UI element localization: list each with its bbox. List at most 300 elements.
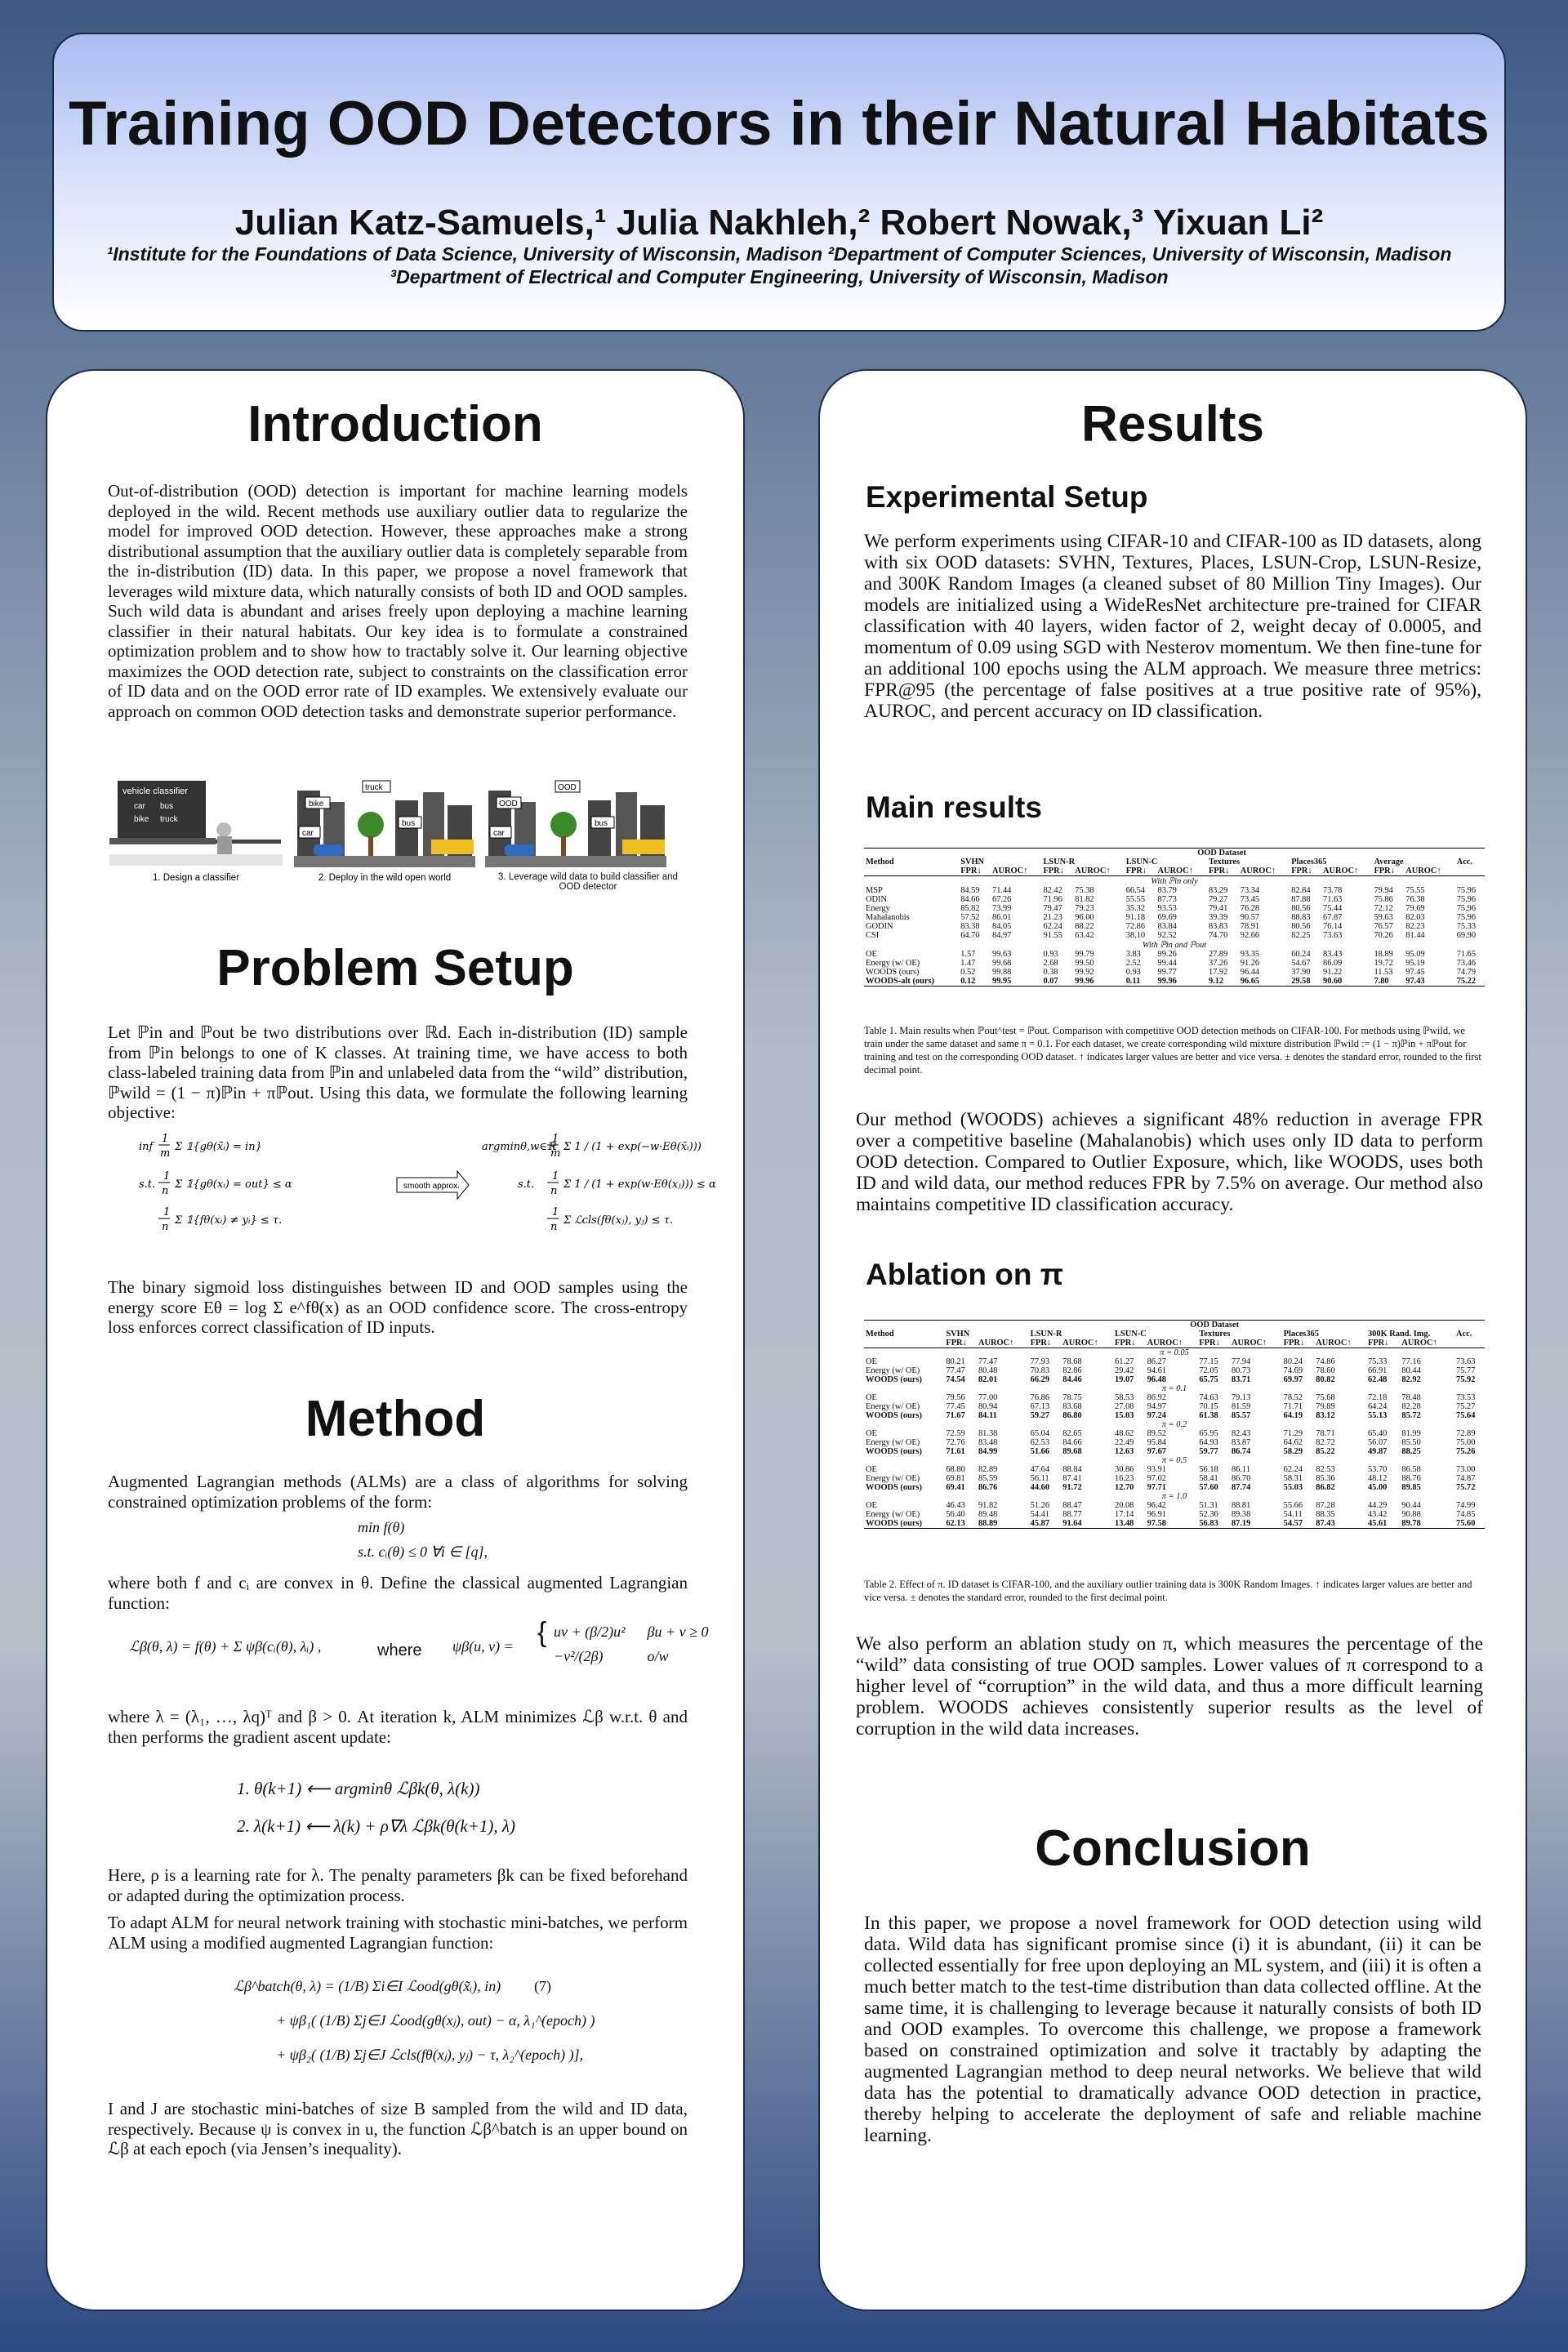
- approx-label: smooth approx.: [403, 1182, 460, 1191]
- table-cell: 37.26: [1208, 959, 1228, 968]
- table-cell: 71.65: [1456, 950, 1477, 959]
- table-cell: 1.57: [960, 950, 976, 959]
- table-cell: 81.99: [1401, 1429, 1421, 1438]
- table-cell: 78.60: [1316, 1366, 1335, 1375]
- table-cell: 48.12: [1367, 1474, 1388, 1483]
- svg-text:1: 1: [552, 1170, 559, 1183]
- table-cell: 96.65: [1240, 977, 1260, 986]
- table-cell: 79.56: [946, 1393, 965, 1402]
- table-cell: 99.77: [1157, 968, 1177, 977]
- table-cell: 78.48: [1401, 1393, 1421, 1402]
- table-cell: 83.83: [1208, 922, 1228, 931]
- table-cell: 75.38: [1075, 886, 1094, 895]
- svg-text:1: 1: [163, 1170, 171, 1183]
- table-cell: 77.93: [1030, 1357, 1050, 1366]
- table-cell: 90.57: [1240, 913, 1260, 922]
- table-cell: 71.67: [946, 1411, 965, 1420]
- table-cell: 87.73: [1157, 895, 1177, 904]
- table-cell: 81.44: [1405, 931, 1425, 940]
- table-cell: 85.59: [978, 1474, 998, 1483]
- table-cell: 80.94: [978, 1402, 998, 1411]
- table-cell: 89.78: [1401, 1519, 1421, 1528]
- table-cell: 83.48: [978, 1438, 998, 1447]
- table-cell: 27.89: [1208, 950, 1228, 959]
- figure-panel-design: [109, 781, 283, 866]
- table-cell: 80.48: [978, 1366, 998, 1375]
- table-cell: 94.97: [1147, 1402, 1166, 1411]
- svg-text:n: n: [550, 1221, 558, 1233]
- table-cell: 0.38: [1043, 968, 1058, 977]
- table-cell: 62.24: [1283, 1465, 1303, 1474]
- tree-icon: [358, 812, 384, 838]
- table-cell: 71.61: [946, 1447, 965, 1456]
- table-cell: 61.38: [1199, 1411, 1218, 1420]
- table-cell: 77.45: [946, 1402, 965, 1411]
- table-cell: 89.38: [1231, 1510, 1251, 1519]
- setup-body: We perform experiments using CIFAR-10 and CIFAR-100 as ID datasets, along with six OOD datasets: SVHN, Textures, Places, LSUN-Crop, LSUN-Resize, and 300K Random Images (a cleaned subset of 80 Million Tiny Images). Our models are initialized using a WideResNet architecture pre-trained for CIFAR classification with 40 layers, widen factor of 2, weight decay of 0.0005, and momentum of 0.09 using SGD with Nesterov momentum. We then fine-tune for an additional 100 epochs using the ALM approach. We measure three metrics: FPR@95 (the percentage of false positives at a true positive rate of 95%), AUROC, and percent accuracy on ID classification.: [864, 531, 1481, 722]
- table-cell: 15.03: [1115, 1411, 1134, 1420]
- table-cell: 82.03: [1405, 913, 1425, 922]
- table-cell: 17.14: [1115, 1510, 1134, 1519]
- table-cell: 65.04: [1030, 1429, 1050, 1438]
- table-cell: 86.76: [978, 1483, 998, 1492]
- table-cell: 59.77: [1199, 1447, 1218, 1456]
- table-cell: 86.74: [1231, 1447, 1251, 1456]
- table-cell: 56.18: [1199, 1465, 1218, 1474]
- table-cell: 91.64: [1062, 1519, 1082, 1528]
- eq2-lagrangian: ℒβ(θ, λ) = f(θ) + Σ ψβ(cᵢ(θ), λᵢ) ,: [129, 1638, 322, 1655]
- table-cell: 85.22: [1316, 1447, 1335, 1456]
- intro-heading: Introduction: [247, 396, 543, 452]
- table-cell: 62.48: [1367, 1375, 1388, 1384]
- problem-body: Let ℙin and ℙout be two distributions over ℝd. Each in-distribution (ID) sample from ℙin belongs to one of K classes. At training time, we have access to both class-labeled training data from ℙin and unlabeled data from the “wild” distribution, ℙwild = (1 − π)ℙin + πℙout. Using this data, we formulate the following learning objective:: [108, 1022, 688, 1122]
- table-cell: 84.97: [992, 931, 1012, 940]
- table-cell: 72.76: [946, 1438, 965, 1447]
- table-cell: 93.91: [1147, 1465, 1166, 1474]
- svg-text:truck: truck: [160, 815, 178, 824]
- svg-text:s.t.: s.t.: [518, 1178, 535, 1191]
- table-cell: 87.88: [1291, 895, 1311, 904]
- table-cell: 88.81: [1231, 1501, 1251, 1510]
- table-cell: 55.66: [1283, 1501, 1303, 1510]
- table-cell: 72.59: [946, 1429, 965, 1438]
- ablation-heading: Ablation on π: [866, 1258, 1064, 1291]
- table-cell: 79.47: [1043, 904, 1062, 913]
- figure-panel-leverage: [485, 781, 666, 867]
- table-cell: 82.72: [1316, 1438, 1335, 1447]
- table-cell: 95.19: [1405, 959, 1425, 968]
- table-cell: 69.81: [946, 1474, 965, 1483]
- table-cell: 77.16: [1401, 1357, 1421, 1366]
- table-cell: 1.47: [960, 959, 976, 968]
- svg-text:Σ 𝟙{gθ(x̃ᵢ) = in}: Σ 𝟙{gθ(x̃ᵢ) = in}: [175, 1141, 262, 1153]
- table-cell: 74.85: [1456, 1510, 1476, 1519]
- table-cell: 17.92: [1208, 968, 1228, 977]
- table-cell: 74.99: [1456, 1501, 1476, 1510]
- right-column: [818, 369, 1527, 2311]
- table-row: [864, 922, 1485, 931]
- table-cell: 97.02: [1147, 1474, 1166, 1483]
- table-cell: 99.95: [992, 977, 1012, 986]
- table-cell: 72.12: [1374, 904, 1393, 913]
- table-cell: 67.13: [1030, 1402, 1050, 1411]
- table-cell: 75.77: [1456, 1366, 1476, 1375]
- table-cell: 69.90: [1456, 931, 1477, 940]
- table-cell: 30.86: [1115, 1465, 1134, 1474]
- table-cell: 99.44: [1157, 959, 1177, 968]
- table-row: [864, 968, 1485, 977]
- table-cell: 54.41: [1030, 1510, 1050, 1519]
- table-cell: 72.86: [1125, 922, 1146, 931]
- table-cell: 83.79: [1157, 886, 1177, 895]
- method-p3: where λ = (λ₁, …, λq)ᵀ and β > 0. At iteration k, ALM minimizes ℒβ w.r.t. θ and then performs the gradient ascent update:: [108, 1707, 688, 1747]
- table-cell: 75.96: [1456, 904, 1477, 913]
- table-cell: 79.27: [1208, 895, 1228, 904]
- table-cell: 73.63: [1456, 1357, 1476, 1366]
- table-cell: 97.67: [1147, 1447, 1166, 1456]
- author-list: Julian Katz-Samuels,¹ Julia Nakhleh,² Robert Nowak,³ Yixuan Li²: [234, 203, 1324, 243]
- table-cell: 0.12: [960, 977, 976, 986]
- svg-text:bike: bike: [309, 800, 324, 808]
- eq7-line-3: + ψβ₂( (1/B) Σj∈J ℒcls(fθ(xⱼ), yⱼ) − τ, λ₂^(epoch) )],: [276, 2047, 584, 2063]
- svg-text:OOD: OOD: [499, 800, 518, 808]
- table-cell: 75.72: [1456, 1483, 1476, 1492]
- table-cell: 82.86: [1062, 1366, 1082, 1375]
- table-cell: 76.28: [1240, 904, 1260, 913]
- main-results-body: Our method (WOODS) achieves a significant 48% reduction in average FPR over a competitive baseline (Mahalanobis) which uses only ID data to perform OOD detection. Compared to Outlier Exposure, which, like WOODS, uses both ID and wild data, our method reduces FPR by 7.5% on average. Our method also maintains competitive ID classification accuracy.: [856, 1109, 1483, 1215]
- table-cell: 99.63: [992, 950, 1012, 959]
- svg-text:1: 1: [552, 1133, 559, 1145]
- alm-step-1: 1. θ(k+1) ⟵ argminθ ℒβk(θ, λ(k)): [237, 1779, 480, 1798]
- svg-text:Σ 𝟙{fθ(xᵢ) ≠ yᵢ} ≤ τ.: Σ 𝟙{fθ(xᵢ) ≠ yᵢ} ≤ τ.: [175, 1214, 283, 1227]
- table-cell: 12.70: [1115, 1483, 1134, 1492]
- table-cell: 86.11: [1231, 1465, 1250, 1474]
- table-cell: 58.29: [1283, 1447, 1303, 1456]
- table-2-caption: Table 2. Effect of π. ID dataset is CIFAR-100, and the auxiliary outlier training data is 300K Random Images. ↑ indicates larger values are better and vice versa. ± denotes the standard error, rounded to the first decimal point.: [864, 1579, 1472, 1603]
- table-cell: 85.36: [1316, 1474, 1335, 1483]
- table-section-label: π = 0.1: [1161, 1384, 1187, 1393]
- table-cell: 80.73: [1231, 1366, 1251, 1375]
- table-cell: 65.40: [1367, 1429, 1388, 1438]
- table-cell: 70.15: [1199, 1402, 1218, 1411]
- table-cell: 80.56: [1291, 922, 1311, 931]
- table-cell: 64.93: [1199, 1438, 1218, 1447]
- table-cell: 82.53: [1316, 1465, 1335, 1474]
- table-cell: 71.71: [1283, 1402, 1303, 1411]
- table-cell: 75.33: [1456, 922, 1477, 931]
- svg-text:car: car: [134, 802, 145, 811]
- table-cell: 91.26: [1240, 959, 1260, 968]
- table-cell: GODIN: [866, 922, 893, 931]
- table-cell: 82.25: [1291, 931, 1311, 940]
- table-cell: Energy (w/ OE): [866, 1438, 920, 1447]
- table-cell: 86.80: [1062, 1411, 1082, 1420]
- table-cell: 67.26: [992, 895, 1012, 904]
- table-cell: 74.63: [1199, 1393, 1218, 1402]
- svg-text:inf: inf: [139, 1141, 154, 1153]
- table-cell: 76.38: [1405, 895, 1425, 904]
- table-cell: 63.42: [1075, 931, 1094, 940]
- table-cell: 97.71: [1147, 1483, 1166, 1492]
- table-cell: 85.72: [1401, 1411, 1421, 1420]
- table-cell: 51.66: [1030, 1447, 1050, 1456]
- table-cell: 84.99: [978, 1447, 998, 1456]
- table-cell: 86.70: [1231, 1474, 1251, 1483]
- table-cell: 82.92: [1401, 1375, 1421, 1384]
- table-cell: 46.43: [946, 1501, 965, 1510]
- affiliation-line-2: ³Department of Electrical and Computer Engineering, University of Wisconsin, Madison: [390, 266, 1169, 287]
- table-cell: 54.67: [1291, 959, 1311, 968]
- table-cell: 69.97: [1283, 1375, 1303, 1384]
- brace-icon: {: [537, 1617, 547, 1648]
- table-cell: 99.79: [1075, 950, 1094, 959]
- table-cell: 72.18: [1367, 1393, 1388, 1402]
- table-cell: 71.44: [992, 886, 1012, 895]
- table-cell: 85.57: [1231, 1411, 1251, 1420]
- table-cell: 75.33: [1367, 1357, 1388, 1366]
- table-cell: 97.43: [1405, 977, 1425, 986]
- table-cell: 2.68: [1043, 959, 1058, 968]
- table-2: OOD Dataset Method SVHN LSUN-R LSUN-C Textures Places365 300K Rand. Img. Acc. FPR↓ AUROC↑ FPR↓ AUROC↑ FPR↓ AUROC↑ FPR↓ AUROC↑ FPR↓ AUROC↑ FPR↓ AUROC↑ π = 0.05 OE 80.21 77.47 77.93 78.68 61.27 86.27 77.15 77.94 80.24 74.86 75.33 77.16 73.63 Energy (w/ OE) 77.47 80.48 70.83 82.86 29.42 94.61 72.05 80.73 74.69 78.60 66.91 80.44 75.77 WOODS (ours) 74.54 82.01 66.29 84.46 19.07 96.48 65.75 83.71 69.97 80.82 62.48 82.92 75.92 π = 0.1 OE 79.56 77.00 76.86 78.75 58.53 86.92 74.63 79.13 78.52 75.68 72.18 78.48 73.53 Energy (w/ OE) 77.45 80.94 67.13 83.68 27.08 94.97 70.15 81.59 71.71 79.89 64.24 82.28 75.27 WOODS (ours) 71.67 84.11 59.27 86.80 15.03 97.24 61.38 85.57 64.19 83.12 55.13 85.72 75.64 π = 0.2 OE 72.59 81.38 65.04 82.65 48.62 89.52 65.95 82.43 71.29 78.71 65.40 81.99 72.89 Energy (w/ OE) 72.76 83.48 62.53 84.66 22.49 95.84 64.93 83.87 64.62 82.72 56.07 85.50 75.00 WOODS (ours) 71.61 84.99 51.66 89.68 12.63 97.67 59.77 86.74 58.29 85.22 49.87 88.25 75.26 π = 0.5 OE 68.80 82.89 47.64 88.84 30.86 93.91 56.18 86.11 62.24 82.53 53.70 86.58 73.00 Energy (w/ OE) 69.81 85.59 56.11 87.41 16.23 97.02 58.41 86.70 58.31 85.36 48.12 88.76 74.87 WOODS (ours) 69.41 86.76 44.60 91.72 12.70 97.71 57.60 87.74 55.03 86.82 45.00 89.85 75.72 π = 1.0 OE 46.43 91.82 51.26 88.47 20.08 96.42 51.31 88.81 55.66 87.28 44.29 90.44 74.99 Energy (w/ OE) 56.40 89.48 54.41 88.77 17.14 96.91 52.36 89.38 54.11 88.35 43.42 90.88 74.85 WOODS (ours) 62.13 88.89 45.87 91.64 13.48 97.58 56.83 87.19 54.57 87.43 45.61 89.78 75.60: [864, 1320, 1485, 1529]
- table-cell: 73.53: [1456, 1393, 1476, 1402]
- table-row: [864, 1465, 1485, 1474]
- table-cell: 75.64: [1456, 1411, 1476, 1420]
- table-cell: Energy (w/ OE): [866, 959, 920, 968]
- table-cell: 77.15: [1199, 1357, 1218, 1366]
- table-cell: 66.29: [1030, 1375, 1050, 1384]
- svg-text:bus: bus: [160, 802, 174, 811]
- psi-case-1: uv + (β/2)u² βu + v ≥ 0: [554, 1624, 709, 1640]
- table-cell: 79.41: [1208, 904, 1228, 913]
- table-cell: 89.52: [1147, 1429, 1166, 1438]
- table-cell: 68.80: [946, 1465, 965, 1474]
- table-cell: 84.11: [978, 1411, 997, 1420]
- svg-text:n: n: [162, 1221, 169, 1233]
- table-cell: 88.22: [1075, 922, 1094, 931]
- table-cell: 39.39: [1208, 913, 1228, 922]
- table-cell: ODIN: [866, 895, 887, 904]
- table-cell: 62.24: [1043, 922, 1062, 931]
- method-p4: Here, ρ is a learning rate for λ. The penalty parameters βk can be fixed beforehand or adapted during the optimization process.: [108, 1865, 688, 1905]
- table-cell: 43.42: [1367, 1510, 1388, 1519]
- table-cell: OE: [866, 1501, 877, 1510]
- table-cell: 77.94: [1231, 1357, 1251, 1366]
- table-row: [864, 1483, 1485, 1492]
- table-cell: 88.76: [1401, 1474, 1421, 1483]
- fig-caption-3: 3. Leverage wild data to build classifier and OOD detector: [498, 872, 678, 892]
- svg-text:m: m: [550, 1147, 561, 1160]
- problem-heading: Problem Setup: [216, 940, 574, 996]
- table-cell: 95.09: [1405, 950, 1425, 959]
- table-cell: 74.79: [1456, 968, 1477, 977]
- svg-text:truck: truck: [365, 783, 383, 792]
- header-banner: [52, 33, 1506, 332]
- table-cell: 37.90: [1291, 968, 1311, 977]
- table-cell: 73.63: [1323, 931, 1343, 940]
- conclusion-body: In this paper, we propose a novel framework for OOD detection using wild data. Wild data has significant promise since (i) it is abundant, (ii) it can be collected essentially for free upon deploying an ML system, and (iii) it is often a much better match to the test-time distribution than data collected offline. At the same time, it is challenging to leverage because it naturally consists of both ID and OOD examples. To overcome this challenge, we propose a framework based on constrained optimization and solve it tractably by adapting the augmented Lagrangian method to deep neural networks. We believe that wild data has the potential to dramatically advance OOD detection in practice, thereby helping to accelerate the deployment of safe and reliable machine learning.: [864, 1913, 1481, 2146]
- table-cell: 92.66: [1240, 931, 1260, 940]
- table-cell: 65.95: [1199, 1429, 1218, 1438]
- table-cell: 51.26: [1030, 1501, 1050, 1510]
- table-row: [864, 1375, 1485, 1384]
- table-cell: 77.47: [946, 1366, 965, 1375]
- table-cell: Mahalanobis: [866, 913, 910, 922]
- table-row: [864, 1429, 1485, 1438]
- table-cell: 52.36: [1199, 1510, 1218, 1519]
- table-cell: 86.27: [1147, 1357, 1166, 1366]
- table-cell: 53.70: [1367, 1465, 1388, 1474]
- table-cell: WOODS (ours): [866, 1447, 922, 1456]
- table-cell: 0.93: [1125, 968, 1141, 977]
- table-cell: WOODS (ours): [866, 1375, 922, 1384]
- table-cell: 58.31: [1283, 1474, 1303, 1483]
- table-cell: 87.28: [1316, 1501, 1335, 1510]
- table-cell: 73.78: [1323, 886, 1343, 895]
- table-cell: 73.00: [1456, 1465, 1476, 1474]
- table-cell: 16.23: [1115, 1474, 1134, 1483]
- svg-text:Σ 1 / (1 + exp(w·Eθ(xⱼ))) ≤ α: Σ 1 / (1 + exp(w·Eθ(xⱼ))) ≤ α: [564, 1178, 716, 1191]
- table-cell: Energy: [866, 904, 890, 913]
- table-cell: 78.91: [1240, 922, 1260, 931]
- table-cell: 96.00: [1075, 913, 1094, 922]
- table-cell: 70.26: [1374, 931, 1393, 940]
- fig-tag: vehicle classifier: [122, 786, 189, 796]
- table-cell: 48.62: [1115, 1429, 1134, 1438]
- table-cell: 86.82: [1316, 1483, 1335, 1492]
- table-cell: 79.89: [1316, 1402, 1335, 1411]
- conclusion-heading: Conclusion: [1035, 1820, 1311, 1877]
- table-cell: 75.60: [1456, 1519, 1476, 1528]
- table-cell: 84.05: [992, 922, 1012, 931]
- table-cell: 38.10: [1125, 931, 1146, 940]
- table-cell: 73.34: [1240, 886, 1260, 895]
- table-cell: 78.71: [1316, 1429, 1335, 1438]
- table-cell: 75.27: [1456, 1402, 1476, 1411]
- table-section-label: π = 0.05: [1160, 1348, 1189, 1357]
- figure-panel-deploy: [294, 781, 475, 867]
- method-p6: I and J are stochastic mini-batches of size B sampled from the wild and ID data, respectively. Because ψ is convex in u, the function ℒβ^batch is an upper bound on ℒβ at each epoch (via Jensen’s inequality).: [108, 2099, 688, 2158]
- table-cell: 84.59: [960, 886, 980, 895]
- eq1-objective: min f(θ): [358, 1519, 405, 1535]
- table-cell: WOODS (ours): [866, 1411, 922, 1420]
- table-cell: 19.07: [1115, 1375, 1134, 1384]
- table-cell: 87.43: [1316, 1519, 1335, 1528]
- table-cell: 74.54: [946, 1375, 965, 1384]
- fig-caption-2: 2. Deploy in the wild open world: [318, 873, 452, 883]
- table-cell: 57.60: [1199, 1483, 1218, 1492]
- table-cell: 79.94: [1374, 886, 1393, 895]
- table-row: [864, 1357, 1485, 1366]
- table-row: [864, 1438, 1485, 1447]
- psi-case-2: −v²/(2β) o/w: [554, 1648, 669, 1664]
- eq7-line-1: ℒβ^batch(θ, λ) = (1/B) Σi∈I ℒood(gθ(x̃ᵢ), in): [234, 1978, 501, 1994]
- table-cell: 88.35: [1316, 1510, 1335, 1519]
- table-cell: 83.38: [960, 922, 980, 931]
- table-cell: 3.83: [1125, 950, 1141, 959]
- table-cell: 59.27: [1030, 1411, 1050, 1420]
- table-cell: 76.14: [1323, 922, 1343, 931]
- table-cell: 80.44: [1401, 1366, 1421, 1375]
- table-row: [864, 950, 1485, 959]
- svg-text:bus: bus: [402, 819, 416, 828]
- table-cell: 97.45: [1405, 968, 1425, 977]
- table-cell: 90.88: [1401, 1510, 1421, 1519]
- table-cell: 94.61: [1147, 1366, 1166, 1375]
- table-cell: 73.46: [1456, 959, 1477, 968]
- table-row: [864, 1411, 1485, 1420]
- table-cell: 29.42: [1115, 1366, 1134, 1375]
- table-cell: 99.96: [1075, 977, 1094, 986]
- table-cell: 78.52: [1283, 1393, 1303, 1402]
- table-row: [864, 886, 1485, 895]
- table-cell: 96.42: [1147, 1501, 1166, 1510]
- table-cell: 44.29: [1367, 1501, 1388, 1510]
- table-cell: 9.12: [1208, 977, 1224, 986]
- svg-text:m: m: [160, 1147, 171, 1160]
- table-cell: 82.43: [1231, 1429, 1251, 1438]
- table-cell: 75.00: [1456, 1438, 1476, 1447]
- table-cell: 76.86: [1030, 1393, 1050, 1402]
- table-cell: 99.92: [1075, 968, 1094, 977]
- table-cell: 19.72: [1374, 959, 1393, 968]
- table-row: [864, 977, 1485, 987]
- table-cell: 79.23: [1075, 904, 1094, 913]
- table-cell: 64.62: [1283, 1438, 1303, 1447]
- table-cell: 99.96: [1157, 977, 1177, 986]
- table-cell: 81.38: [978, 1429, 998, 1438]
- table-cell: 99.88: [992, 968, 1012, 977]
- intro-body: Out-of-distribution (OOD) detection is important for machine learning models deployed in the wild. Recent methods use auxiliary outlier data to regularize the model for improved OOD detection. However, these approaches make a strong distributional assumption that the auxiliary outlier data is completely separable from the in-distribution (ID) data. In this paper, we propose a novel framework that leverages wild mixture data, which naturally consists of both ID and OOD samples. Such wild data is abundant and arises freely upon deploying a machine learning classifier in their natural habitats. Our key idea is to formulate a constrained optimization problem and to show how to tractably solve it. Our learning objective maximizes the OOD detection rate, subject to constraints on the classification error of ID data and on the OOD error rate of ID examples. We extensively evaluate our approach on common OOD detection tasks and demonstrate superior performance.: [108, 481, 688, 721]
- table-cell: 91.82: [978, 1501, 998, 1510]
- table-cell: 0.07: [1043, 977, 1058, 986]
- table-cell: 70.83: [1030, 1366, 1050, 1375]
- table-cell: 55.03: [1283, 1483, 1303, 1492]
- left-column: [46, 369, 745, 2311]
- svg-text:car: car: [493, 829, 505, 838]
- table-cell: 96.48: [1147, 1375, 1166, 1384]
- svg-text:1: 1: [162, 1133, 169, 1145]
- svg-text:1: 1: [552, 1206, 559, 1218]
- objective-equations: [134, 1130, 716, 1253]
- table-cell: 88.89: [978, 1519, 998, 1528]
- table-cell: 99.26: [1157, 950, 1177, 959]
- table-cell: 72.89: [1456, 1429, 1476, 1438]
- table-cell: 90.44: [1401, 1501, 1421, 1510]
- table-cell: 75.92: [1456, 1375, 1476, 1384]
- table-cell: 90.60: [1323, 977, 1343, 986]
- svg-text:Σ 𝟙{gθ(xᵢ) = out} ≤ α: Σ 𝟙{gθ(xᵢ) = out} ≤ α: [175, 1178, 292, 1191]
- table-cell: 54.57: [1283, 1519, 1303, 1528]
- table-cell: 45.61: [1367, 1519, 1388, 1528]
- table-cell: 82.84: [1291, 886, 1311, 895]
- table-cell: 82.65: [1062, 1429, 1082, 1438]
- robot-icon: [216, 822, 231, 837]
- table-cell: 75.68: [1316, 1393, 1335, 1402]
- table-cell: 75.55: [1405, 886, 1425, 895]
- table-row: [864, 1366, 1485, 1375]
- table-cell: 75.26: [1456, 1447, 1476, 1456]
- table-1-caption: Table 1. Main results when ℙout^test = ℙout. Comparison with competitive OOD detection methods on CIFAR-100. For methods using ℙwild, we train under the same dataset and same π = 0.1. For each dataset, we create corresponding wild mixture distribution ℙwild := (1 − π)ℙin + πℙout for training and test on the corresponding OOD dataset. ↑ indicates larger values are better and vice versa. ± denotes the standard error, rounded to the first decimal point.: [864, 1025, 1481, 1076]
- svg-text:s.t.: s.t.: [139, 1178, 156, 1191]
- table-section-label: π = 0.5: [1161, 1456, 1187, 1465]
- table-cell: 93.53: [1157, 904, 1177, 913]
- method-p1: Augmented Lagrangian methods (ALMs) are a class of algorithms for solving constrained optimization problems of the form:: [108, 1472, 688, 1512]
- table-cell: 83.12: [1316, 1411, 1335, 1420]
- table-cell: 75.86: [1374, 895, 1393, 904]
- table-cell: 78.75: [1062, 1393, 1082, 1402]
- table-cell: 77.47: [978, 1357, 998, 1366]
- table-cell: 82.23: [1405, 922, 1425, 931]
